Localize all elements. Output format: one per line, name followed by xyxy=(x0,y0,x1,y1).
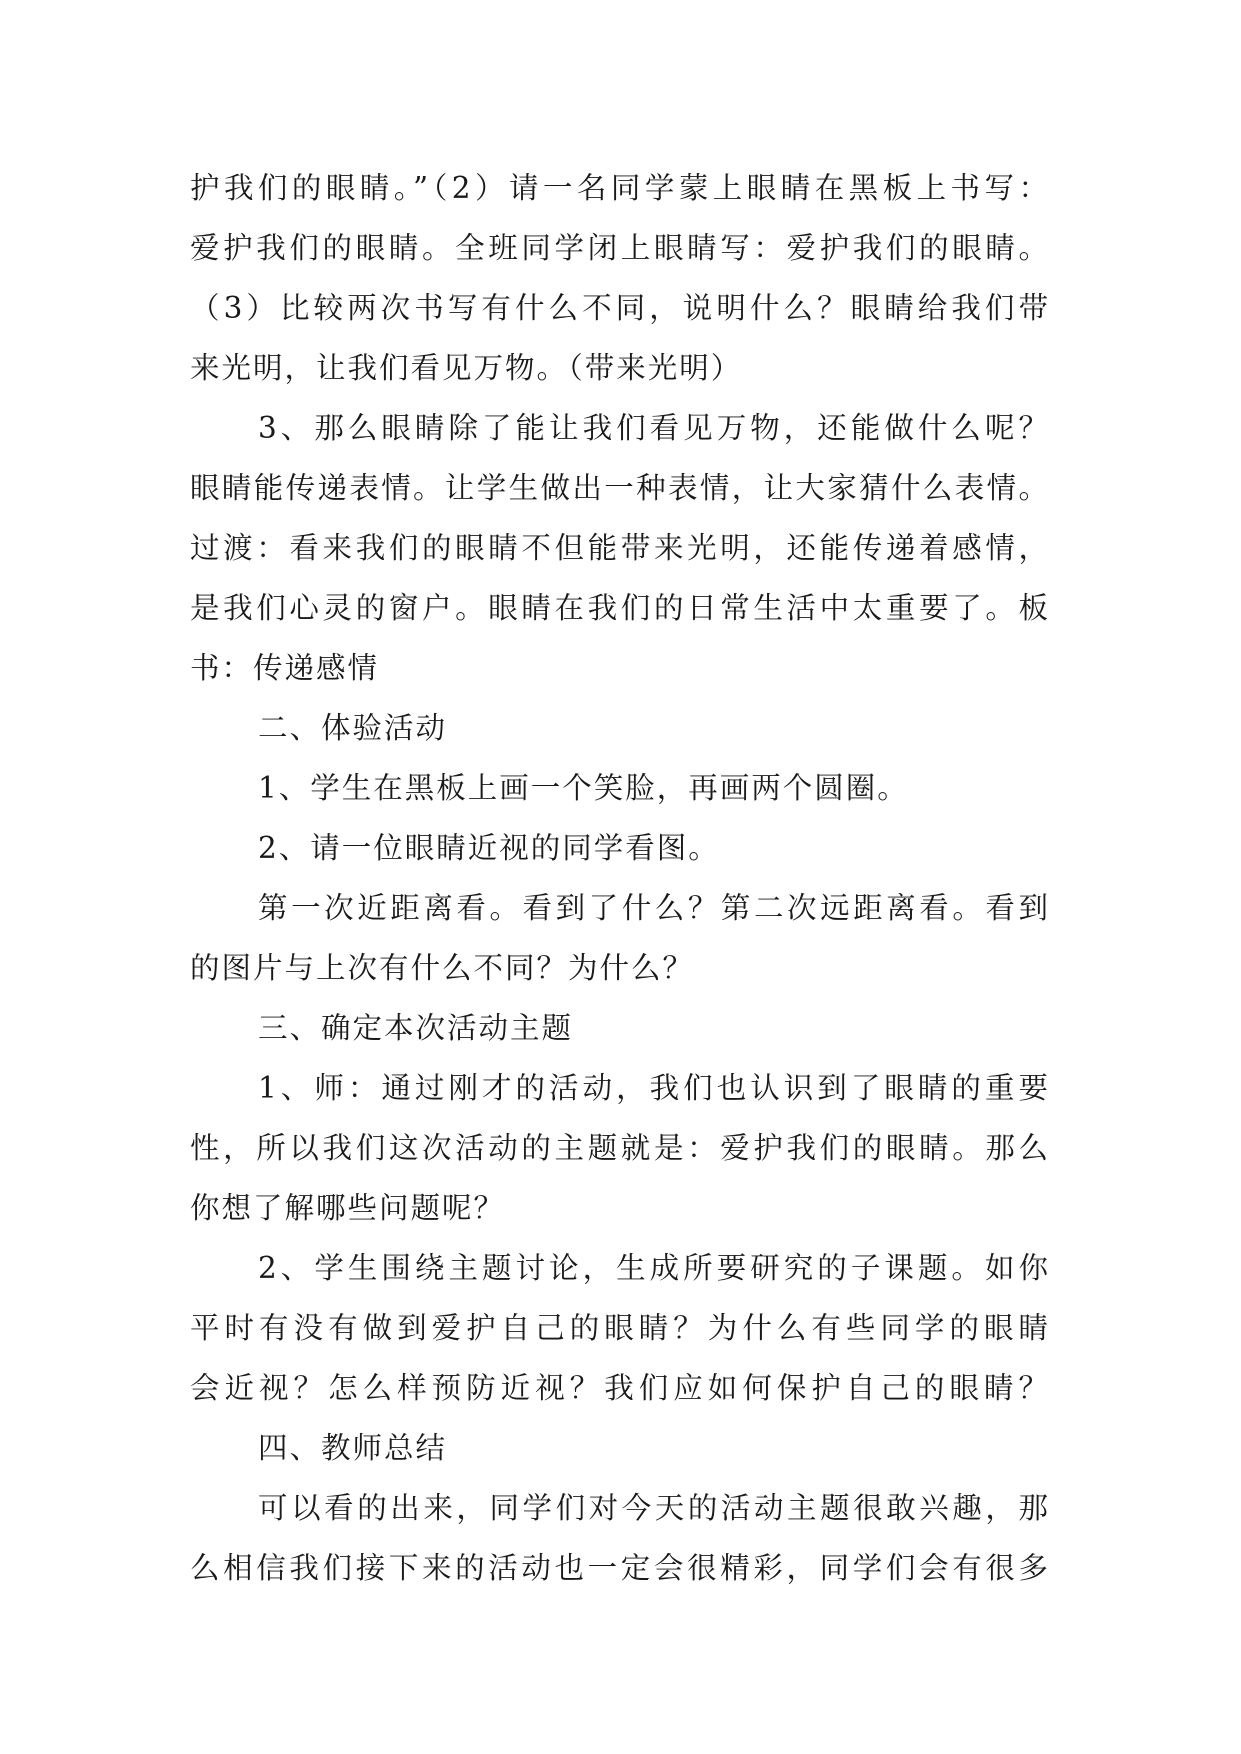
text-line: 3、那么眼睛除了能让我们看见万物，还能做什么呢？ xyxy=(258,411,1048,445)
text-line: 可以看的出来，同学们对今天的活动主题很敢兴趣，那 xyxy=(258,1491,1048,1525)
text-line: 来光明，让我们看见万物。（带来光明） xyxy=(190,351,743,385)
text-line: 四、教师总结 xyxy=(258,1431,448,1465)
text-line: 爱护我们的眼睛。全班同学闭上眼睛写：爱护我们的眼睛。 xyxy=(190,231,1048,265)
text-line: 的图片与上次有什么不同？为什么？ xyxy=(190,951,695,985)
text-line: 么相信我们接下来的活动也一定会很精彩，同学们会有很多 xyxy=(190,1551,1048,1585)
document-page xyxy=(190,158,1048,1598)
text-line: 会近视？怎么样预防近视？我们应如何保护自己的眼睛？ xyxy=(190,1371,1048,1405)
text-line: 护我们的眼睛。”（2）请一名同学蒙上眼睛在黑板上书写： xyxy=(190,171,1048,205)
text-line: 1、学生在黑板上画一个笑脸，再画两个圆圈。 xyxy=(258,771,909,805)
text-line: 三、确定本次活动主题 xyxy=(258,1011,574,1045)
text-line: 2、学生围绕主题讨论，生成所要研究的子课题。如你 xyxy=(258,1251,1048,1285)
text-line: 过渡：看来我们的眼睛不但能带来光明，还能传递着感情， xyxy=(190,531,1048,565)
text-line: 性，所以我们这次活动的主题就是：爱护我们的眼睛。那么 xyxy=(190,1131,1048,1165)
text-line: 二、体验活动 xyxy=(258,711,448,745)
text-line: 你想了解哪些问题呢？ xyxy=(190,1191,506,1225)
text-line: 眼睛能传递表情。让学生做出一种表情，让大家猜什么表情。 xyxy=(190,471,1048,505)
text-line: 平时有没有做到爱护自己的眼睛？为什么有些同学的眼睛 xyxy=(190,1311,1048,1345)
text-line: 第一次近距离看。看到了什么？第二次远距离看。看到 xyxy=(258,891,1048,925)
text-line: 1、师：通过刚才的活动，我们也认识到了眼睛的重要 xyxy=(258,1071,1048,1105)
text-line: 是我们心灵的窗户。眼睛在我们的日常生活中太重要了。板 xyxy=(190,591,1048,625)
text-line: （3）比较两次书写有什么不同，说明什么？眼睛给我们带 xyxy=(190,291,1048,325)
text-line: 2、请一位眼睛近视的同学看图。 xyxy=(258,831,720,865)
text-line: 书：传递感情 xyxy=(190,651,380,685)
